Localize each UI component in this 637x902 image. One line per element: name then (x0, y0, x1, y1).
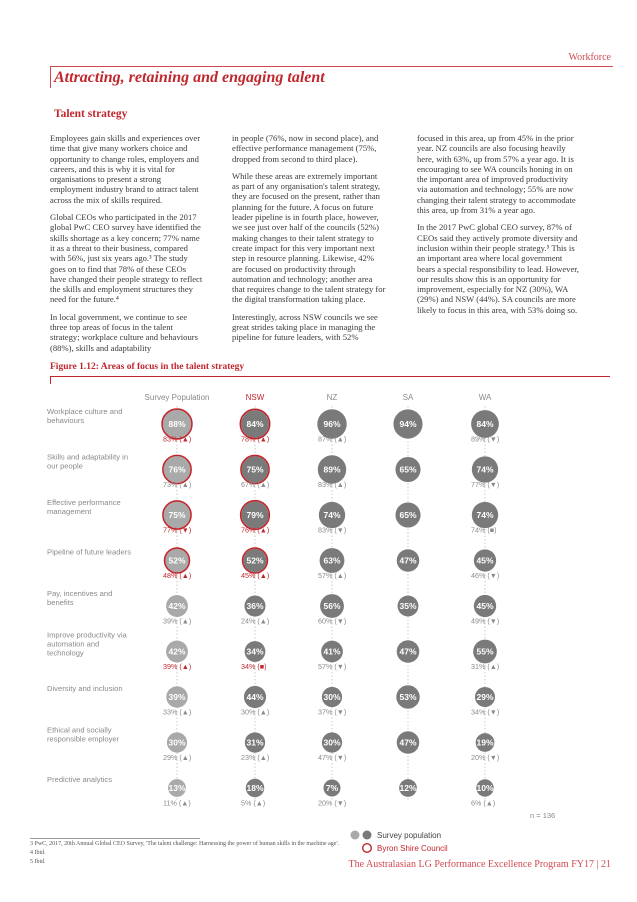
legend-label: Survey population (377, 831, 442, 840)
top-rule (50, 66, 613, 67)
row-label: Effective performance (47, 498, 121, 507)
bubble-value-label: 47% (399, 646, 417, 657)
title-rule (50, 66, 51, 88)
bubble-value-label: 55% (476, 646, 494, 657)
bubble-value-label: 84% (476, 419, 494, 430)
row-label: automation and (47, 639, 100, 649)
row-label: Skills and adaptability in (47, 452, 129, 462)
bubble-value-label: 19% (476, 737, 494, 748)
prior-year-label: 23% (▲) (241, 753, 270, 762)
prior-year-label: 83% (▲) (163, 434, 192, 444)
body-column-1 (50, 133, 204, 360)
prior-year-label: 74% (■) (471, 525, 497, 535)
paragraph: Employees gain skills and experiences over time that give many workers choice and opportunity to change roles, employers and careers, and this is why it is vital for organisations to present a strong employment industry brand to attract talent across the mix of skills required. (50, 133, 201, 205)
bubble-value-label: 89% (323, 464, 341, 475)
prior-year-label: 73% (▲) (163, 480, 192, 489)
prior-year-label: 57% (▼) (318, 662, 347, 671)
prior-year-label: 11% (▲) (163, 798, 191, 808)
bubble-value-label: 65% (399, 510, 417, 521)
row-label: management (47, 507, 92, 516)
prior-year-label: 24% (▲) (241, 616, 270, 626)
prior-year-label: 89% (▼) (471, 434, 500, 444)
bubble-value-label: 84% (246, 419, 264, 430)
figure-title: Figure 1.12: Areas of focus in the talent strategy (50, 362, 245, 372)
bubble-value-label: 18% (246, 783, 264, 794)
bubble-value-label: 74% (476, 464, 494, 475)
row-label: behaviours (47, 416, 85, 425)
footnote-rule (30, 838, 200, 839)
prior-year-label: 83% (▲) (318, 480, 347, 489)
prior-year-label: 67% (▲) (241, 480, 270, 489)
prior-year-label: 76% (▲) (241, 525, 270, 535)
paragraph: In the 2017 PwC global CEO survey, 87% of CEOs said they actively promote diversity and inclusion within their people strategy.⁵ This is an important area where local government bears a special responsibility to lead. However, our results show this is an opportunity for improvement, especially for NZ (30%), WA (29%) and NSW (44%). SA councils are more likely to focus in this area, with 53% doing so. (417, 222, 579, 315)
paragraph: focused in this area, up from 45% in the prior year. NZ councils are also focusing heavily here, with 63%, up from 57% a year ago. It is encouraging to see WA councils honing in on the important area of improved productivity via automation and technology; 55% are now changing their talent strategy to accommodate this area, up from 31% a year ago. (417, 133, 576, 216)
bubble-value-label: 96% (323, 419, 341, 430)
paragraph: In local government, we continue to see three top areas of focus in the talent strategy; workplace culture and behaviours (88%), skills and adaptability (50, 311, 198, 353)
bubble-value-label: 41% (323, 646, 341, 657)
bubble-value-label: 47% (399, 737, 417, 748)
bubble-value-label: 65% (399, 464, 417, 475)
prior-year-label: 39% (▲) (163, 662, 192, 671)
column-header: NSW (245, 393, 265, 402)
prior-year-label: 47% (▼) (318, 753, 347, 762)
bubble-value-label: 30% (323, 737, 341, 748)
bubble-value-label: 30% (323, 692, 341, 703)
bubble-value-label: 34% (246, 646, 264, 657)
bubble-value-label: 94% (399, 419, 417, 430)
row-label: Ethical and socially (47, 725, 112, 735)
footnote: 3 PwC, 2017, 20th Annual Global CEO Survey, 'The talent challenge: Harnessing the power of human skills in the machine age'. (30, 841, 340, 847)
section-label: Workforce (568, 52, 611, 63)
bubble-value-label: 53% (399, 692, 417, 703)
bubble-value-label: 42% (168, 601, 186, 612)
prior-year-label: 39% (▲) (163, 616, 192, 626)
bubble-value-label: 7% (325, 783, 339, 794)
row-label: Pipeline of future leaders (47, 547, 132, 557)
prior-year-label: 37% (▼) (318, 707, 347, 717)
row-label: Diversity and inclusion (47, 684, 123, 693)
prior-year-label: 46% (▼) (471, 571, 500, 580)
paragraph: While these areas are extremely important as part of any organisation's talent strategy, they are focused on the present, rather than planning for the future. A focus on future leader pipeline is in fourth place, however, we see just over half of the councils (52%) making changes to their talent strategy to create impact for this very important next step in resource planning. Likewise, 42% are focused on productivity through automation and technology; another area that requires change to the talent strategy for the digital transformation taking place. (232, 170, 386, 305)
prior-year-label: 5% (▲) (241, 798, 266, 808)
sample-size-label: n = 136 (530, 811, 556, 820)
legend-survey-dot-dark (363, 831, 372, 840)
prior-year-label: 34% (▼) (471, 707, 500, 717)
bubble-value-label: 52% (168, 555, 186, 566)
bubble-value-label: 13% (168, 783, 186, 794)
legend-label: Byron Shire Council (377, 844, 448, 853)
row-label: Predictive analytics (47, 775, 112, 784)
bubble-value-label: 39% (168, 692, 186, 703)
column-header: SA (402, 393, 414, 402)
row-label: Pay, incentives and (47, 589, 113, 598)
bubble-value-label: 52% (246, 555, 264, 566)
bubble-value-label: 12% (399, 783, 417, 794)
bubble-value-label: 74% (323, 510, 341, 521)
bubble-value-label: 45% (476, 555, 494, 566)
footnote: 5 Ibid. (30, 859, 46, 865)
legend-survey-dot-light (351, 831, 360, 840)
prior-year-label: 83% (▼) (318, 525, 347, 535)
prior-year-label: 60% (▼) (318, 616, 347, 626)
paragraph: Global CEOs who participated in the 2017 global PwC CEO survey have identified the skills shortage as a key concern; 77% name it as a threat to their business, compared with 56%, just six years ago.³ The study goes on to find that 78% of these CEOs have changed their people strategy to reflect the skills and employment structures they need for the future.⁴ (50, 212, 203, 305)
bubble-value-label: 88% (168, 419, 186, 430)
row-label: responsible employer (47, 734, 120, 744)
bubble-value-label: 10% (476, 783, 494, 794)
bubble-value-label: 44% (246, 692, 264, 703)
prior-year-label: 57% (▲) (318, 571, 347, 580)
row-label: technology (47, 648, 84, 658)
prior-year-label: 87% (▲) (318, 434, 347, 444)
bubble-value-label: 75% (246, 464, 264, 475)
paragraph: in people (76%, now in second place), and effective performance management (75%, dropped from second to third place). (232, 133, 379, 164)
bubble-value-label: 35% (399, 601, 417, 612)
row-label: benefits (47, 598, 74, 607)
page-title: Attracting, retaining and engaging talent (54, 69, 325, 86)
column-header: WA (478, 393, 492, 402)
prior-year-label: 77% (▼) (163, 525, 192, 535)
body-column-3 (417, 133, 579, 322)
prior-year-label: 77% (▼) (471, 480, 500, 489)
prior-year-label: 6% (▲) (471, 798, 496, 808)
bubble-value-label: 30% (168, 737, 186, 748)
prior-year-label: 34% (■) (241, 662, 267, 671)
prior-year-label: 48% (▲) (163, 571, 192, 580)
body-column-2 (232, 133, 386, 350)
prior-year-label: 20% (▼) (318, 798, 347, 808)
row-label: our people (47, 461, 83, 471)
footnote: 4 Ibid. (30, 850, 46, 856)
bubble-value-label: 31% (246, 737, 264, 748)
bubble-value-label: 29% (476, 692, 494, 703)
section-subtitle: Talent strategy (54, 108, 128, 120)
bubble-value-label: 56% (323, 601, 341, 612)
bubble-value-label: 36% (246, 601, 264, 612)
bubble-value-label: 63% (323, 555, 341, 566)
bubble-value-label: 76% (168, 464, 186, 475)
prior-year-label: 20% (▼) (471, 753, 500, 762)
row-label: Workplace culture and (47, 407, 123, 416)
prior-year-label: 30% (▲) (241, 707, 270, 717)
bubble-value-label: 47% (399, 555, 417, 566)
column-header: NZ (326, 393, 338, 402)
bubble-value-label: 74% (476, 510, 494, 521)
prior-year-label: 45% (▲) (241, 571, 270, 580)
prior-year-label: 78% (▲) (241, 434, 270, 444)
prior-year-label: 33% (▲) (163, 707, 192, 717)
footer-publication: The Australasian LG Performance Excellence Program FY17 | 21 (348, 859, 611, 870)
paragraph: Interestingly, across NSW councils we see great strides taking place in managing the pipeline for future leaders, with 52% (232, 311, 378, 343)
prior-year-label: 49% (▼) (471, 616, 500, 626)
bubble-value-label: 45% (476, 601, 494, 612)
column-header: Survey Population (144, 393, 210, 402)
row-label: Improve productivity via (47, 630, 127, 640)
bubble-value-label: 79% (246, 510, 264, 521)
bubble-value-label: 75% (168, 510, 186, 521)
prior-year-label: 29% (▲) (163, 753, 192, 762)
prior-year-label: 31% (▲) (471, 662, 500, 671)
bubble-value-label: 42% (168, 646, 186, 657)
